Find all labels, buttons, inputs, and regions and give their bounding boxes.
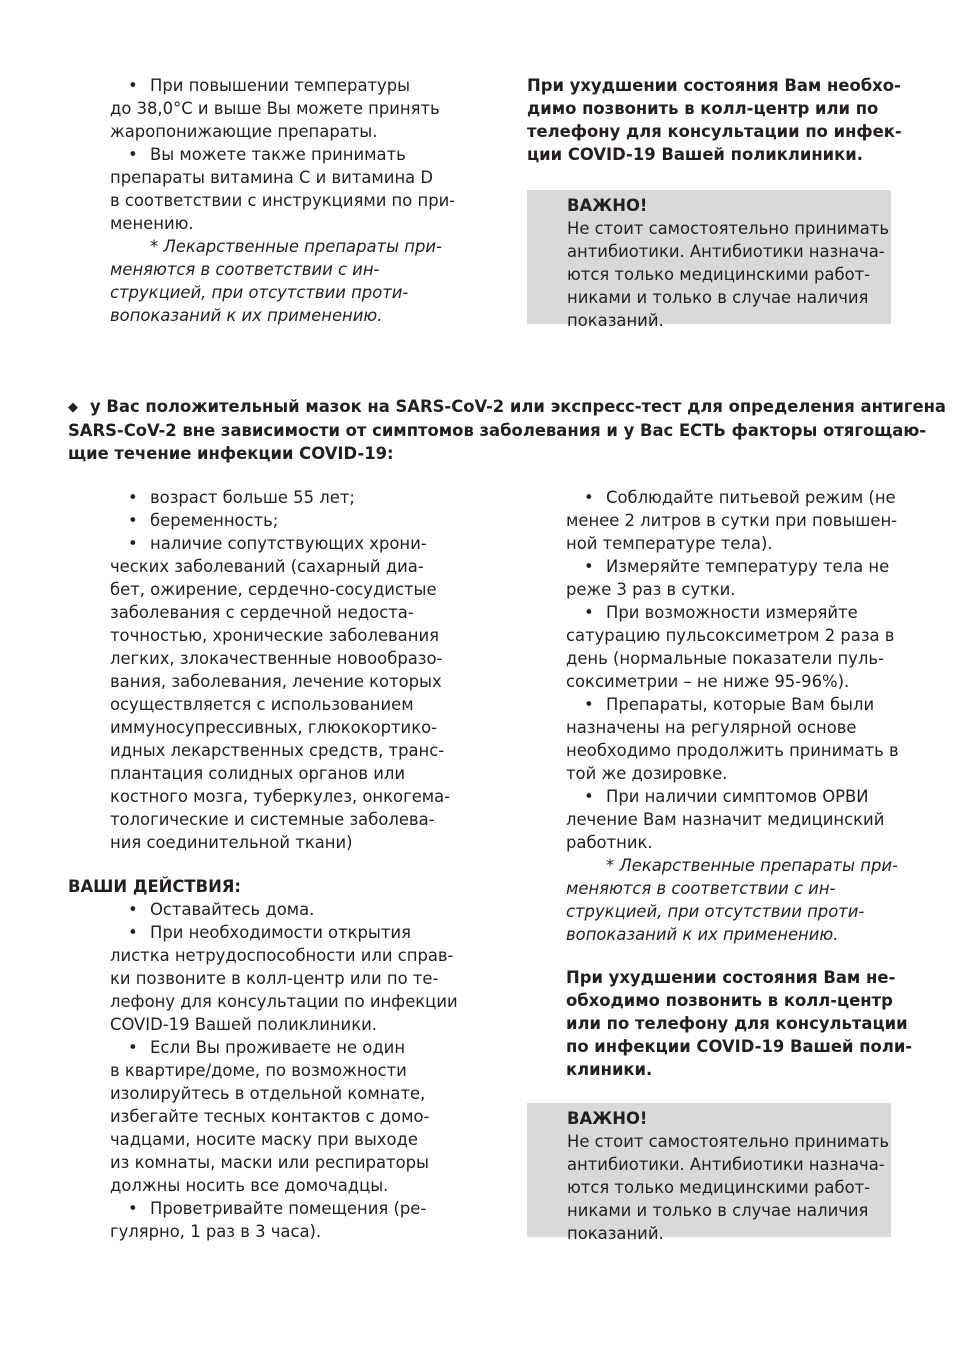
line-text: При возможности измеряйте — [606, 603, 858, 622]
line-text: вопоказаний к их применению. — [566, 925, 839, 944]
text-line: никами и только в случае наличия — [567, 288, 869, 307]
important-title: ВАЖНО! — [567, 1109, 648, 1128]
line-text: возраст больше 55 лет; — [150, 488, 355, 507]
note-line — [566, 854, 899, 877]
text-line — [110, 647, 450, 670]
line-text: реже 3 раз в сутки. — [566, 580, 736, 599]
bullet-dot-icon: • — [584, 695, 594, 714]
line-text: осуществляется с использованием — [110, 695, 414, 714]
line-text: сатурацию пульсоксиметром 2 раза в — [566, 626, 895, 645]
bottom-warning-text — [566, 966, 912, 1081]
bullet-item — [566, 785, 899, 808]
bullet-item — [566, 555, 899, 578]
bullet-item — [110, 532, 450, 555]
line-text: наличие сопутствующих хрони- — [150, 534, 427, 553]
bullet-item — [110, 1036, 458, 1059]
text-line: ются только медицинскими работ- — [567, 265, 871, 284]
line-text: лечение Вам назначит медицинский — [566, 810, 885, 829]
bullet-item — [566, 486, 899, 509]
text-line: никами и только в случае наличия — [567, 1201, 869, 1220]
bullet-dot-icon: • — [128, 511, 138, 530]
line-text: COVID-19 Вашей поликлиники. — [110, 1015, 377, 1034]
text-line — [110, 739, 450, 762]
text-line — [110, 1105, 458, 1128]
bullet-dot-icon: • — [584, 787, 594, 806]
text-line — [566, 578, 899, 601]
note-line — [110, 235, 455, 258]
bullet-dot-icon: • — [584, 488, 594, 507]
line-text: Проветривайте помещения (ре- — [150, 1199, 427, 1218]
line-text: тологические и системные заболева- — [110, 810, 435, 829]
line-text: При наличии симптомов ОРВИ — [606, 787, 869, 806]
text-line — [110, 189, 455, 212]
text-line — [110, 120, 455, 143]
bullet-dot-icon: • — [128, 1199, 138, 1218]
text-line: показаний. — [567, 311, 664, 330]
text-line — [110, 944, 458, 967]
text-line: антибиотики. Антибиотики назнача- — [567, 1155, 885, 1174]
text-line: показаний. — [567, 1224, 664, 1243]
line-text: день (нормальные показатели пуль- — [566, 649, 884, 668]
text-line — [110, 212, 455, 235]
text-line: телефону для консультации по инфек- — [527, 122, 902, 141]
text-line — [110, 1059, 458, 1082]
text-line: клиники. — [566, 1060, 653, 1079]
line-text: менению. — [110, 214, 194, 233]
note-line — [566, 900, 899, 923]
bullet-dot-icon: • — [128, 923, 138, 942]
text-line: ются только медицинскими работ- — [567, 1178, 871, 1197]
text-line: по инфекции COVID-19 Вашей поли- — [566, 1037, 913, 1056]
text-line: Не стоит самостоятельно принимать — [567, 219, 889, 238]
risk-factors-list — [110, 486, 450, 854]
text-line — [566, 716, 899, 739]
actions-title: ВАШИ ДЕЙСТВИЯ: — [68, 877, 241, 896]
text-line: или по телефону для консультации — [566, 1014, 908, 1033]
line-text: заболевания с сердечной недоста- — [110, 603, 414, 622]
text-line — [110, 1082, 458, 1105]
text-line — [110, 831, 450, 854]
bullet-item — [566, 601, 899, 624]
line-text: до 38,0°С и выше Вы можете принять — [110, 99, 440, 118]
line-text: легких, злокачественные новообразо- — [110, 649, 443, 668]
note-line — [110, 304, 455, 327]
line-text: плантация солидных органов или — [110, 764, 405, 783]
text-line — [110, 716, 450, 739]
text-line — [110, 578, 450, 601]
text-line — [566, 739, 899, 762]
line-text: беременность; — [150, 511, 279, 530]
bullet-item — [110, 1197, 458, 1220]
text-line: димо позвонить в колл-центр или по — [527, 99, 879, 118]
text-line — [566, 808, 899, 831]
text-line — [566, 624, 899, 647]
text-line — [110, 1220, 458, 1243]
text-line — [110, 808, 450, 831]
line-text: Оставайтесь дома. — [150, 900, 315, 919]
note-line — [566, 877, 899, 900]
text-line — [110, 555, 450, 578]
line-text: листка нетрудоспособности или справ- — [110, 946, 454, 965]
line-text: работник. — [566, 833, 653, 852]
line-text: в квартире/доме, по возможности — [110, 1061, 407, 1080]
text-line — [566, 532, 899, 555]
line-text: ческих заболеваний (сахарный диа- — [110, 557, 424, 576]
important-box-bottom — [527, 1103, 891, 1243]
text-line — [110, 624, 450, 647]
bullet-item — [110, 74, 455, 97]
line-text: Препараты, которые Вам были — [606, 695, 875, 714]
bullet-dot-icon: • — [128, 1038, 138, 1057]
bullet-dot-icon: • — [128, 145, 138, 164]
line-text: * Лекарственные препараты при- — [606, 856, 898, 875]
line-text: соксиметрии – не ниже 95-96%). — [566, 672, 850, 691]
right-column-list — [566, 486, 899, 946]
line-text: * Лекарственные препараты при- — [150, 237, 442, 256]
bullet-item — [110, 509, 450, 532]
text-line — [566, 670, 899, 693]
line-text: ки позвоните в колл-центр или по те- — [110, 969, 439, 988]
line-text: гулярно, 1 раз в 3 часа). — [110, 1222, 322, 1241]
text-line — [566, 509, 899, 532]
text-line — [110, 967, 458, 990]
line-text: вопоказаний к их применению. — [110, 306, 383, 325]
line-text: избегайте тесных контактов с домо- — [110, 1107, 430, 1126]
top-warning-text — [527, 74, 902, 166]
line-text: лефону для консультации по инфекции — [110, 992, 458, 1011]
bullet-item — [110, 921, 458, 944]
line-text: жаропонижающие препараты. — [110, 122, 378, 141]
heading-line: SARS-CoV-2 вне зависимости от симптомов заболевания и у Вас ЕСТЬ факторы отягощаю- — [68, 421, 927, 440]
heading-line: щие течение инфекции COVID-19: — [68, 444, 394, 463]
important-text — [567, 1130, 891, 1245]
text-line — [110, 1128, 458, 1151]
text-line — [110, 762, 450, 785]
text-line — [566, 762, 899, 785]
line-text: Измеряйте температуру тела не — [606, 557, 890, 576]
line-text: меняются в соответствии с ин- — [566, 879, 836, 898]
line-text: необходимо продолжить принимать в — [566, 741, 899, 760]
diamond-bullet-icon: ◆ — [68, 400, 78, 415]
text-line — [566, 647, 899, 670]
actions-list — [110, 898, 458, 1243]
line-text: струкцией, при отсутствии проти- — [566, 902, 865, 921]
heading-line: у Вас положительный мазок на SARS-CoV-2 или экспресс-тест для определения антигена — [90, 397, 946, 416]
bullet-dot-icon: • — [128, 76, 138, 95]
text-line — [566, 831, 899, 854]
line-text: иммуносупрессивных, глюкокортико- — [110, 718, 438, 737]
line-text: должны носить все домочадцы. — [110, 1176, 389, 1195]
note-line — [566, 923, 899, 946]
line-text: из комнаты, маски или респираторы — [110, 1153, 429, 1172]
line-text: Если Вы проживаете не один — [150, 1038, 406, 1057]
line-text: точностью, хронические заболевания — [110, 626, 439, 645]
line-text: бет, ожирение, сердечно-сосудистые — [110, 580, 437, 599]
text-line — [110, 785, 450, 808]
bullet-item — [110, 143, 455, 166]
line-text: в соответствии с инструкциями по при- — [110, 191, 456, 210]
text-line — [110, 1013, 458, 1036]
line-text: струкцией, при отсутствии проти- — [110, 283, 409, 302]
line-text: вания, заболевания, лечение которых — [110, 672, 442, 691]
text-line — [110, 97, 455, 120]
text-line: антибиотики. Антибиотики назнача- — [567, 242, 885, 261]
text-line: Не стоит самостоятельно принимать — [567, 1132, 889, 1151]
text-line: При ухудшении состояния Вам необхо- — [527, 76, 901, 95]
line-text: ния соединительной ткани) — [110, 833, 353, 852]
section-heading — [68, 395, 946, 465]
bullet-dot-icon: • — [128, 534, 138, 553]
bullet-item — [110, 898, 458, 921]
line-text: Вы можете также принимать — [150, 145, 406, 164]
line-text: ной температуре тела). — [566, 534, 773, 553]
line-text: При необходимости открытия — [150, 923, 411, 942]
text-line: обходимо позвонить в колл-центр — [566, 991, 893, 1010]
line-text: назначены на регулярной основе — [566, 718, 857, 737]
line-text: костного мозга, туберкулез, онкогема- — [110, 787, 451, 806]
line-text: Соблюдайте питьевой режим (не — [606, 488, 896, 507]
note-line — [110, 258, 455, 281]
important-box-top — [527, 190, 891, 330]
text-line — [110, 1151, 458, 1174]
bullet-item — [566, 693, 899, 716]
text-line — [110, 670, 450, 693]
line-text: менее 2 литров в сутки при повышен- — [566, 511, 898, 530]
line-text: идных лекарственных средств, транс- — [110, 741, 445, 760]
line-text: При повышении температуры — [150, 76, 411, 95]
line-text: той же дозировке. — [566, 764, 728, 783]
bullet-dot-icon: • — [584, 557, 594, 576]
bullet-dot-icon: • — [128, 488, 138, 507]
bullet-dot-icon: • — [584, 603, 594, 622]
text-line — [110, 1174, 458, 1197]
bullet-item — [110, 486, 450, 509]
important-title: ВАЖНО! — [567, 196, 648, 215]
top-left-text — [110, 74, 455, 327]
text-line — [110, 693, 450, 716]
line-text: препараты витамина С и витамина D — [110, 168, 434, 187]
bullet-dot-icon: • — [128, 900, 138, 919]
text-line — [110, 601, 450, 624]
text-line: При ухудшении состояния Вам не- — [566, 968, 896, 987]
line-text: чадцами, носите маску при выходе — [110, 1130, 418, 1149]
note-line — [110, 281, 455, 304]
line-text: изолируйтесь в отдельной комнате, — [110, 1084, 426, 1103]
line-text: меняются в соответствии с ин- — [110, 260, 380, 279]
text-line — [110, 166, 455, 189]
text-line — [110, 990, 458, 1013]
important-text — [567, 217, 891, 332]
text-line: ции COVID-19 Вашей поликлиники. — [527, 145, 863, 164]
